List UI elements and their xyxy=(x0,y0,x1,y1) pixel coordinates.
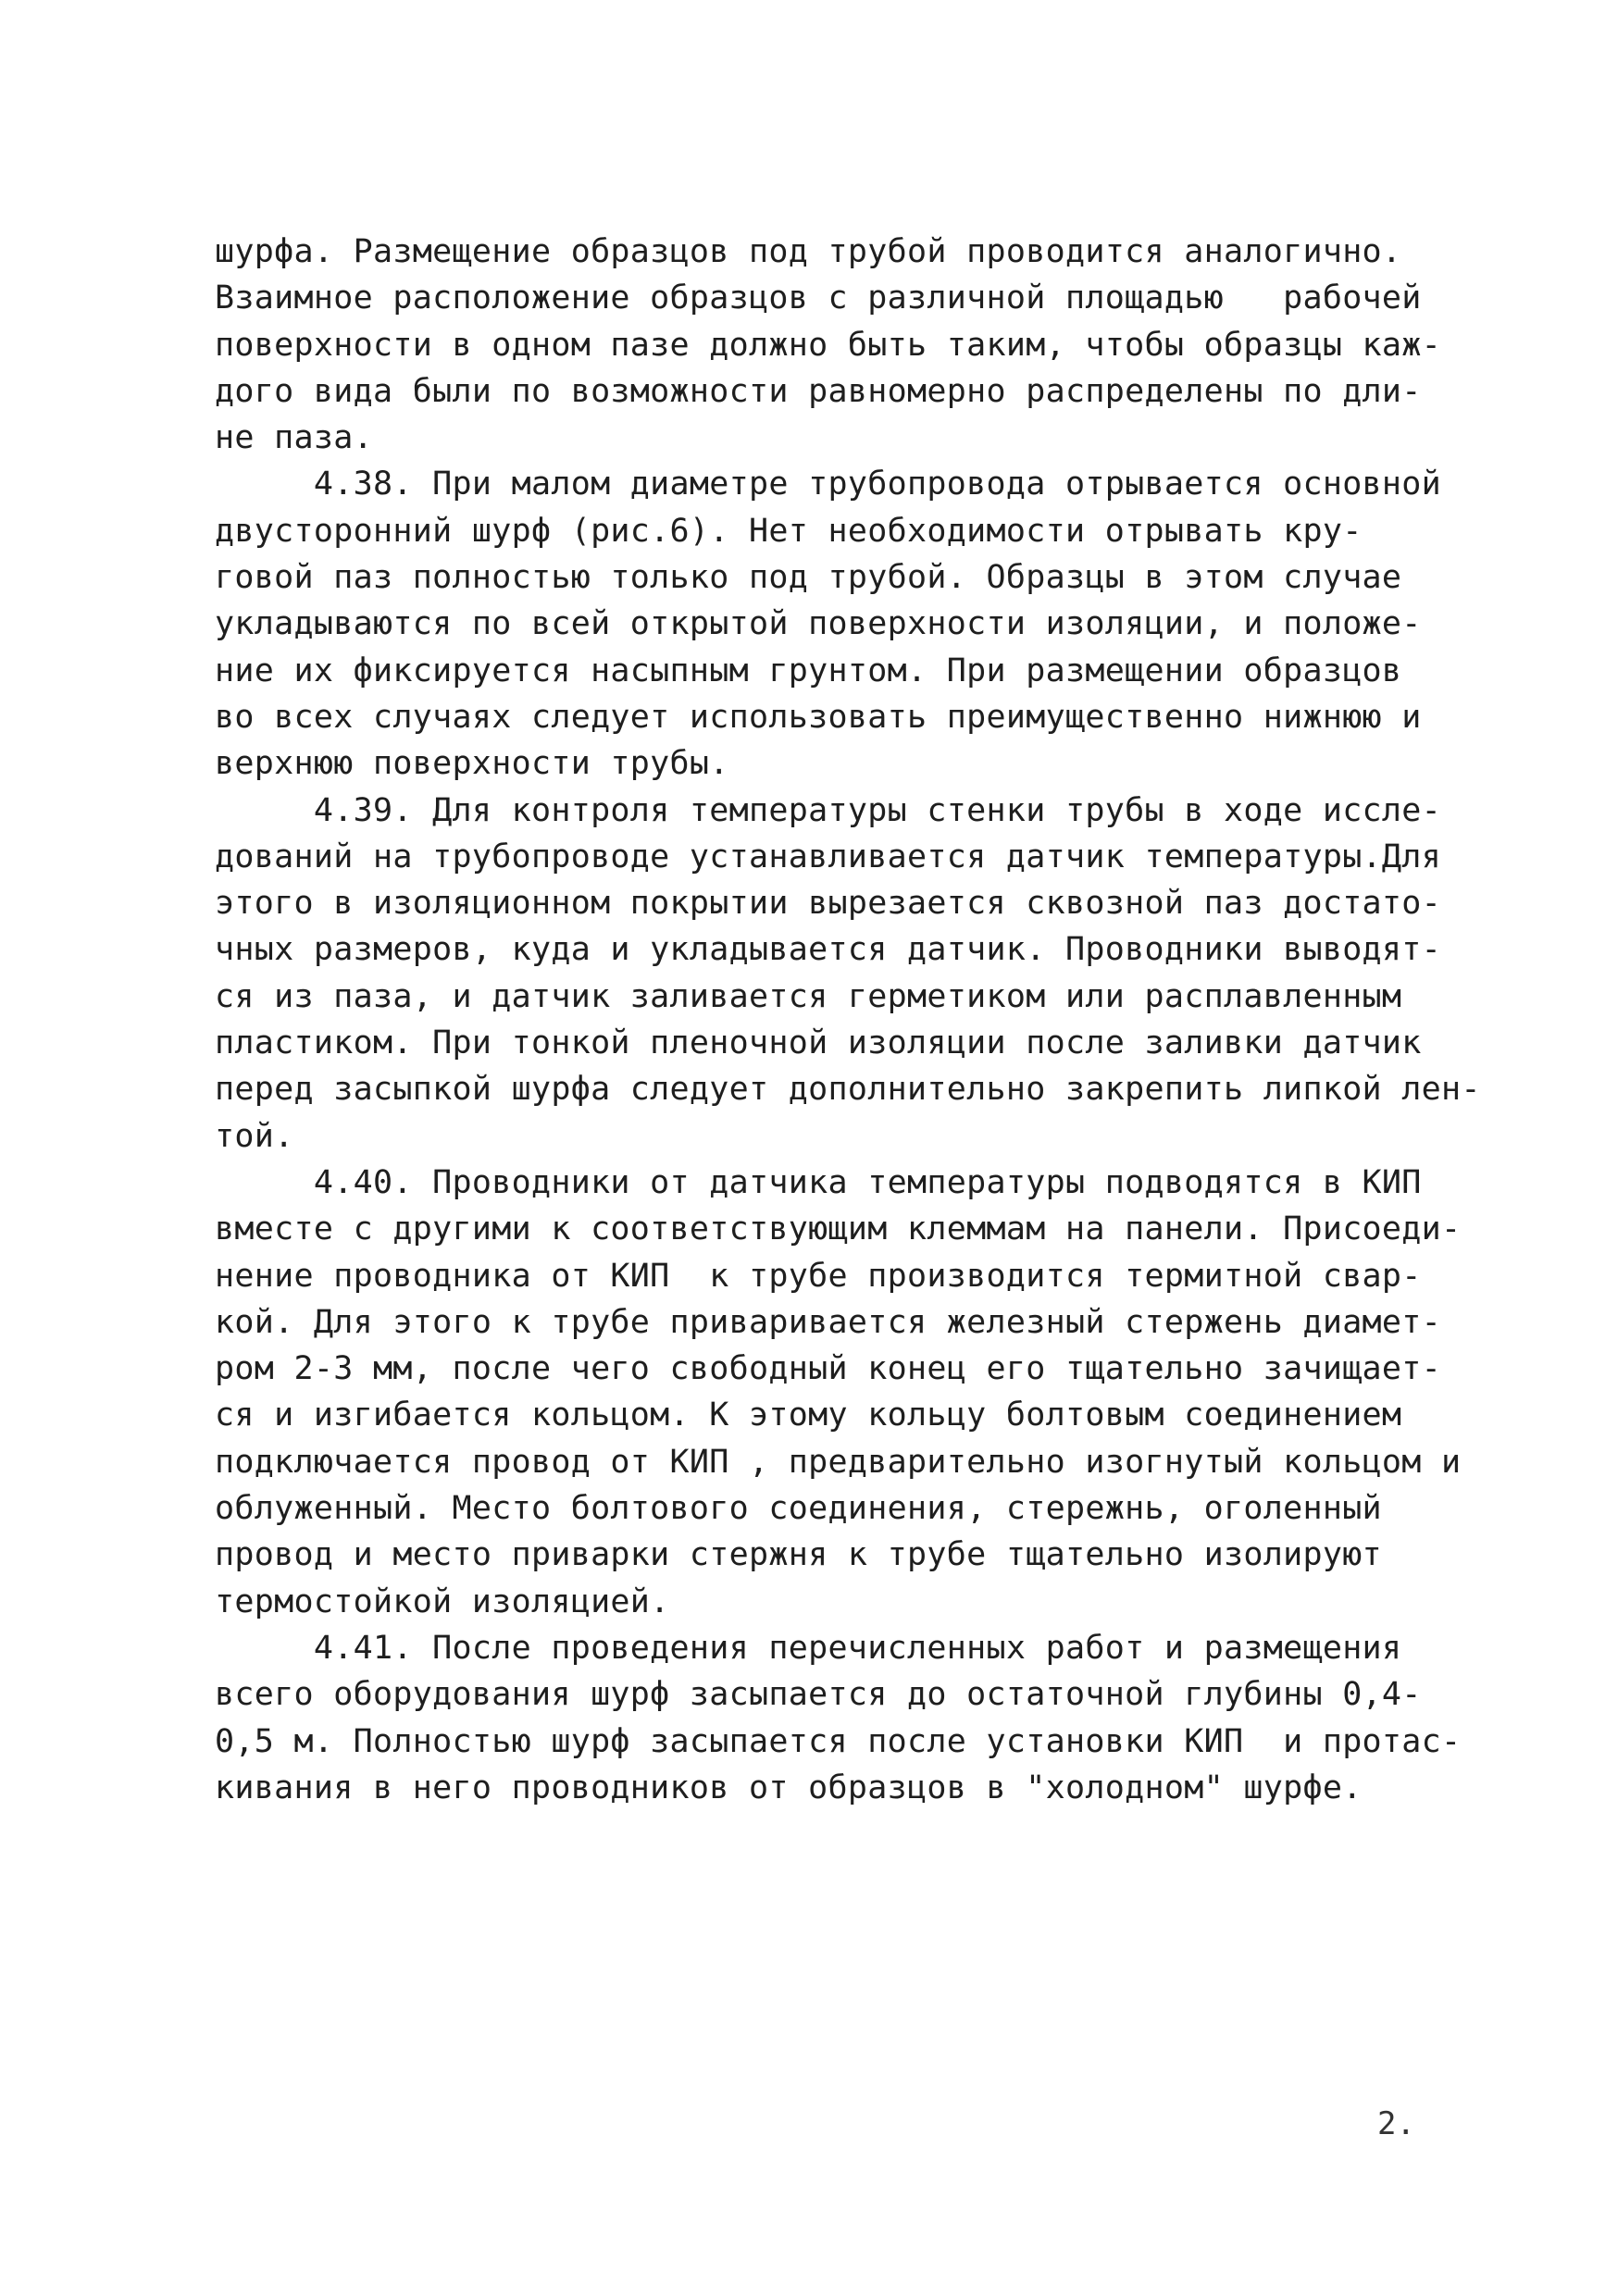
text-line: дого вида были по возможности равномерно распределены по дли- xyxy=(215,372,1422,410)
text-line: шурфа. Размещение образцов под трубой проводится аналогично. xyxy=(215,233,1402,270)
page-number: 2. xyxy=(1377,2105,1415,2142)
text-line: укладываются по всей открытой поверхности изоляции, и положе- xyxy=(215,605,1422,643)
text-line: всего оборудования шурф засыпается до остаточной глубины 0,4- xyxy=(215,1676,1422,1714)
text-line: подключается провод от КИП , предварительно изогнутый кольцом и xyxy=(215,1443,1462,1481)
text-line: ся из паза, и датчик заливается герметиком или расплавленным xyxy=(215,977,1402,1015)
text-line: перед засыпкой шурфа следует дополнительно закрепить липкой лен- xyxy=(215,1071,1481,1109)
text-line: облуженный. Место болтового соединения, стережнь, оголенный xyxy=(215,1490,1382,1528)
paragraph-4-41-start: 4.41. После проведения перечисленных работ и размещения xyxy=(215,1629,1402,1667)
text-line: провод и место приварки стержня к трубе тщательно изолируют xyxy=(215,1536,1382,1574)
text-line: чных размеров, куда и укладывается датчик. Проводники выводят- xyxy=(215,931,1442,969)
body-text xyxy=(215,229,1481,1811)
text-line: ром 2-3 мм, после чего свободный конец его тщательно зачищает- xyxy=(215,1350,1442,1388)
text-line: термостойкой изоляцией. xyxy=(215,1582,670,1620)
text-line: этого в изоляционном покрытии вырезается сквозной паз достато- xyxy=(215,885,1442,923)
text-line: Взаимное расположение образцов с различной площадью рабочей xyxy=(215,279,1422,317)
text-line: говой паз полностью только под трубой. Образцы в этом случае xyxy=(215,559,1402,597)
text-line: 0,5 м. Полностью шурф засыпается после установки КИП и протас- xyxy=(215,1722,1462,1760)
text-line: верхнюю поверхности трубы. xyxy=(215,745,729,783)
text-line: вместе с другими к соответствующим клеммам на панели. Присоеди- xyxy=(215,1210,1462,1248)
paragraph-4-38-start: 4.38. При малом диаметре трубопровода отрывается основной xyxy=(215,465,1442,503)
text-line: поверхности в одном пазе должно быть таким, чтобы образцы каж- xyxy=(215,326,1442,364)
text-line: нение проводника от КИП к трубе производится термитной свар- xyxy=(215,1257,1422,1295)
text-line: той. xyxy=(215,1117,294,1155)
paragraph-4-39-start: 4.39. Для контроля температуры стенки трубы в ходе иссле- xyxy=(215,791,1442,829)
text-line: ние их фиксируется насыпным грунтом. При размещении образцов xyxy=(215,652,1402,689)
text-line: кивания в него проводников от образцов в "холодном" шурфе. xyxy=(215,1769,1363,1806)
text-line: кой. Для этого к трубе приваривается железный стержень диамет- xyxy=(215,1303,1442,1341)
text-line: дований на трубопроводе устанавливается датчик температуры.Для xyxy=(215,838,1442,875)
text-line: не паза. xyxy=(215,419,373,457)
text-line: во всех случаях следует использовать преимущественно нижнюю и xyxy=(215,698,1422,736)
paragraph-4-40-start: 4.40. Проводники от датчика температуры подводятся в КИП xyxy=(215,1163,1422,1201)
text-line: пластиком. При тонкой пленочной изоляции после заливки датчик xyxy=(215,1024,1422,1062)
text-line: двусторонний шурф (рис.6). Нет необходимости отрывать кру- xyxy=(215,512,1363,550)
text-line: ся и изгибается кольцом. К этому кольцу болтовым соединением xyxy=(215,1396,1402,1434)
